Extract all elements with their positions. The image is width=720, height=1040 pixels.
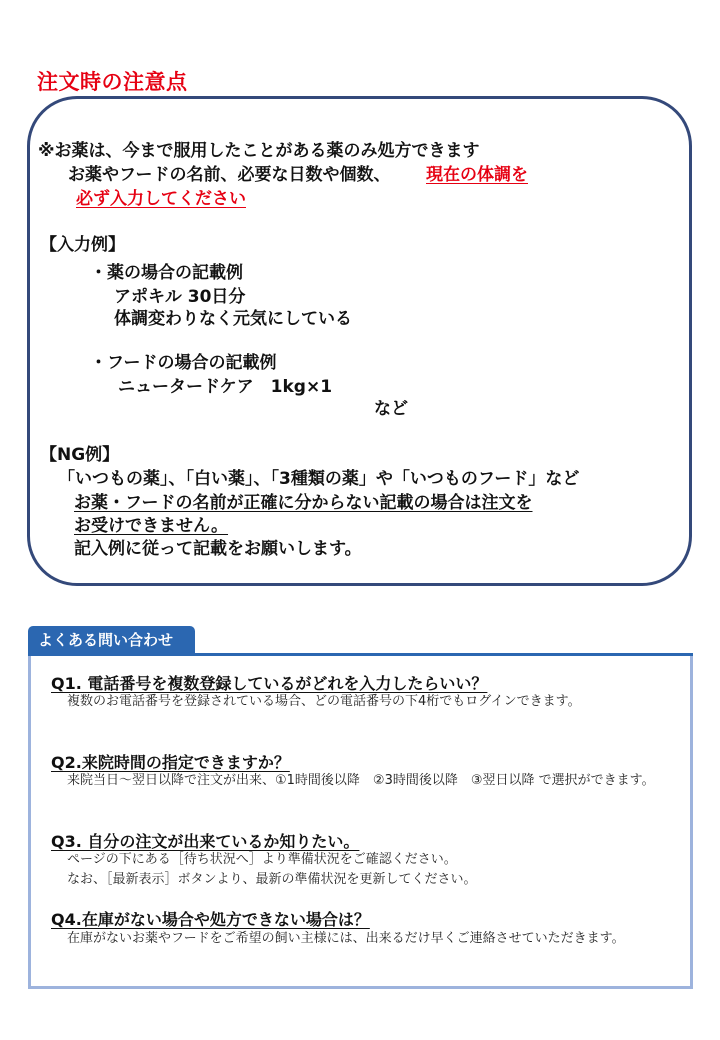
notice-highlight-required: 必ず入力してください [76, 189, 246, 209]
food-example-label: ・フードの場合の記載例 [90, 353, 277, 373]
food-example-line-1: ニュータードケア 1kg×1 [118, 377, 333, 397]
medicine-example-label: ・薬の場合の記載例 [90, 263, 243, 283]
faq-tab: よくある問い合わせ [28, 626, 195, 654]
medicine-example-line-1: アポキル 30日分 [114, 287, 246, 307]
notice-line-1: ※お薬は、今まで服用したことがある薬のみ処方できます [38, 141, 480, 161]
ng-line-1: 「いつもの薬」、「白い薬」、「3種類の薬」や「いつものフード」など [58, 469, 580, 489]
faq-question-4: Q4.在庫がない場合や処方できない場合は？ [51, 910, 370, 929]
etc-text: など [374, 399, 408, 419]
faq-answer-4: 在庫がないお薬やフードをご希望の飼い主様には、出来るだけ早くご連絡させていただきます。 [67, 931, 625, 946]
faq-answer-3-line-2: なお、［最新表示］ボタンより、最新の準備状況を更新してください。 [67, 872, 477, 887]
ng-line-4: 記入例に従って記載をお願いします。 [74, 539, 362, 559]
ng-heading: 【NG例】 [40, 445, 120, 465]
example-heading: 【入力例】 [40, 235, 125, 255]
page-title: 注文時の注意点 [37, 70, 188, 94]
faq-question-3: Q3. 自分の注文が出来ているか知りたい。 [51, 832, 360, 851]
notice-highlight-condition: 現在の体調を [426, 165, 528, 185]
notice-line-2a: お薬やフードの名前、必要な日数や個数、 [68, 165, 391, 185]
faq-question-2: Q2.来院時間の指定できますか？ [51, 753, 290, 772]
ng-line-3: お受けできません。 [74, 516, 229, 536]
faq-answer-2: 来院当日～翌日以降で注文が出来、①1時間後以降 ②3時間後以降 ③翌日以降 で選択ができます。 [67, 773, 655, 788]
ng-line-2: お薬・フードの名前が正確に分からない記載の場合は注文を [74, 493, 533, 513]
faq-answer-3: ページの下にある［待ち状況へ］より準備状況をご確認ください。 [67, 852, 457, 867]
faq-question-1: Q1. 電話番号を複数登録しているがどれを入力したらいい？ [51, 674, 488, 693]
faq-answer-1: 複数のお電話番号を登録されている場合、どの電話番号の下4桁でもログインできます。 [67, 694, 581, 709]
medicine-example-line-2: 体調変わりなく元気にしている [114, 309, 352, 329]
